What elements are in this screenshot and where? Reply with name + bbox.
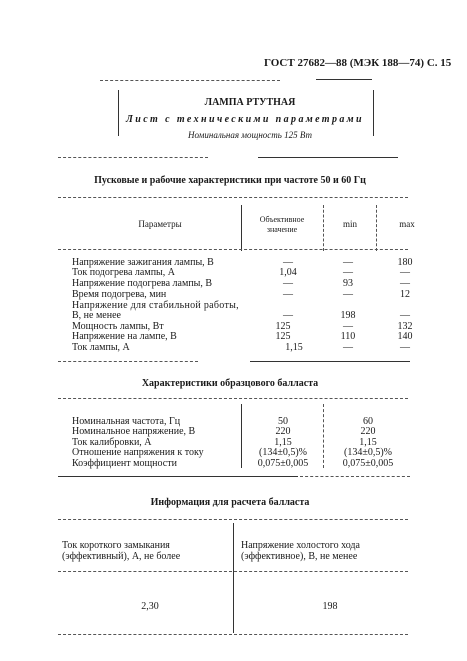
table-cell: 1,15 [285,342,303,353]
table-cell: (134±0,5)% [259,447,307,458]
table-cell: 125 [275,331,291,342]
table-rule [58,398,408,399]
table-cell: 1,04 [279,267,297,278]
rated-power: Номинальная мощность 125 Вт [188,130,312,140]
short-circuit-value: 2,30 [141,601,159,612]
sheet-title: ЛАМПА РТУТНАЯ [204,97,296,108]
table-cell: — [343,342,353,353]
table-cell: — [283,278,293,289]
table-row-label: Номинальная частота, Гц [72,416,181,427]
open-circuit-label-2: (эффективное), В, не менее [241,551,358,562]
table-cell: 1,15 [274,437,292,448]
table-cell: 12 [400,289,410,300]
open-circuit-value: 198 [322,601,338,612]
column-divider [241,205,242,251]
table-row-label: Отношение напряжения к току [72,447,204,458]
table-rule [58,519,408,520]
table-cell: — [283,289,293,300]
column-header-max: max [399,219,415,229]
table-cell: 1,15 [359,437,377,448]
divider [58,157,208,158]
table-row-label: Время подогрева, мин [72,289,167,300]
table-cell: 0,075±0,005 [257,458,309,469]
table-cell: 132 [397,321,413,332]
column-divider [376,205,377,251]
column-header-objective-2: значение [266,225,298,234]
sheet-subtitle: Лист с техническими параметрами [126,114,364,125]
table-cell: 180 [397,257,413,268]
column-divider [323,205,324,251]
table-cell: — [400,342,410,353]
table-cell: 198 [340,310,356,321]
table-rule [250,361,410,362]
table-row-label: В, не менее [72,310,121,321]
column-header-min: min [342,219,357,229]
table-rule [58,571,408,572]
frame-line [373,90,374,136]
frame-line [118,90,119,136]
column-header-objective: Объективное [259,215,305,224]
table-row-label: Напряжение на лампе, В [72,331,177,342]
table-cell: 93 [343,278,353,289]
table-cell: — [343,321,353,332]
open-circuit-label: Напряжение холостого хода [241,540,360,551]
table-cell: — [343,289,353,300]
table-rule [58,197,408,198]
table-cell: 50 [278,416,288,427]
table-cell: 60 [363,416,373,427]
table-rule [58,361,198,362]
table-cell: (134±0,5)% [344,447,392,458]
table-rule [300,476,410,477]
table-row-label: Напряжение для стабильной работы, [72,300,239,311]
table-cell: — [283,257,293,268]
table-cell: — [283,310,293,321]
column-divider [323,404,324,468]
column-divider [241,404,242,468]
table-cell: 125 [275,321,291,332]
table-cell: — [400,267,410,278]
table-row-label: Ток подогрева лампы, А [72,267,175,278]
table-cell: — [400,310,410,321]
table-row-label: Напряжение подогрева лампы, В [72,278,213,289]
short-circuit-label: Ток короткого замыкания [62,540,170,551]
page-header: ГОСТ 27682—88 (МЭК 188—74) С. 15 [264,57,452,69]
table-row-label: Ток калибровки, А [72,437,152,448]
table-row-label: Коэффициент мощности [72,458,177,469]
table-cell: 140 [397,331,413,342]
table-cell: 110 [340,331,356,342]
table-row-label: Номинальное напряжение, В [72,426,196,437]
divider [316,79,372,80]
table-row-label: Мощность лампы, Вт [72,321,164,332]
table-rule [58,476,298,477]
table-cell: 0,075±0,005 [342,458,394,469]
section-title: Характеристики образцового балласта [141,378,319,389]
table-cell: — [400,278,410,289]
column-header-parameters: Параметры [138,219,182,229]
table-cell: 220 [360,426,376,437]
section-title: Информация для расчета балласта [150,497,310,508]
table-cell: — [343,267,353,278]
table-cell: — [343,257,353,268]
divider [100,80,280,81]
section-title: Пусковые и рабочие характеристики при частоте 50 и 60 Гц [94,175,366,186]
table-row-label: Напряжение зажигания лампы, В [72,257,214,268]
table-rule [58,249,408,250]
column-divider [233,523,234,633]
table-row-label: Ток лампы, А [72,342,130,353]
divider [258,157,398,158]
table-rule [58,634,408,635]
short-circuit-label-2: (эффективный), А, не более [62,551,181,562]
table-cell: 220 [275,426,291,437]
